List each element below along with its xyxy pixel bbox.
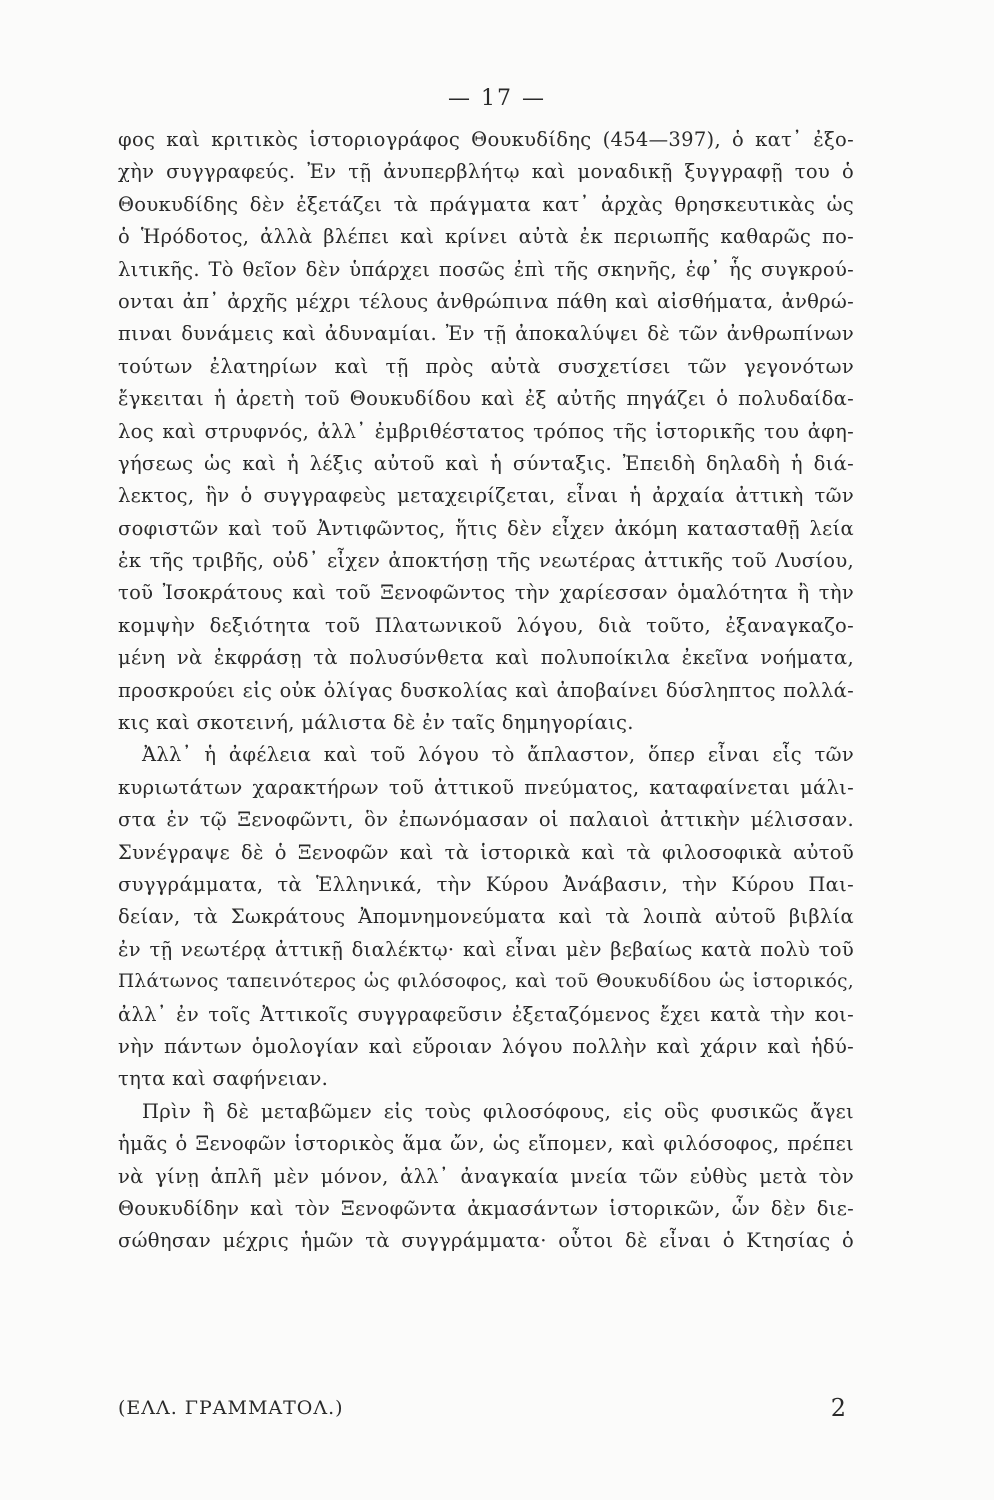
text-line: συγγράμματα, τὰ Ἑλληνικά, τὴν Κύρου Ἀνάβασιν, τὴν Κύρου Παι- bbox=[118, 872, 854, 896]
text-line: κυριωτάτων χαρακτήρων τοῦ ἀττικοῦ πνεύματος, καταφαίνεται μάλι- bbox=[118, 775, 854, 799]
text-line: Θουκυδίδης δὲν ἐξετάζει τὰ πράγματα κατ᾽ ἀρχὰς θρησκευτικὰς ὡς bbox=[118, 192, 854, 216]
text-line: χὴν συγγραφεύς. Ἐν τῇ ἀνυπερβλήτῳ καὶ μοναδικῇ ξυγγραφῇ του ὁ bbox=[118, 160, 854, 184]
text-line: δείαν, τὰ Σωκράτους Ἀπομνημονεύματα καὶ τὰ λοιπὰ αὐτοῦ βιβλία bbox=[118, 905, 854, 929]
text-line: λεκτος, ἣν ὁ συγγραφεὺς μεταχειρίζεται, εἶναι ἡ ἀρχαία ἀττικὴ τῶν bbox=[118, 484, 854, 508]
text-line: τοῦ Ἰσοκράτους καὶ τοῦ Ξενοφῶντος τὴν χαρίεσσαν ὁμαλότητα ἢ τὴν bbox=[118, 581, 854, 605]
signature-mark: (ΕΛΛ. ΓΡΑΜΜΑΤΟΛ.) bbox=[118, 1397, 344, 1419]
text-line: τητα καὶ σαφήνειαν. bbox=[118, 1067, 329, 1091]
text-line: τούτων ἐλατηρίων καὶ τῇ πρὸς αὐτὰ συσχετίσει τῶν γεγονότων bbox=[118, 354, 854, 378]
page-number: — 17 — bbox=[448, 86, 546, 111]
text-line: στα ἐν τῷ Ξενοφῶντι, ὃν ἐπωνόμασαν οἱ παλαιοὶ ἀττικὴν μέλισσαν. bbox=[118, 808, 854, 832]
text-line: φος καὶ κριτικὸς ἱστοριογράφος Θουκυδίδης (454—397), ὁ κατ᾽ ἐξο- bbox=[118, 128, 854, 151]
text-line: ἡμᾶς ὁ Ξενοφῶν ἱστορικὸς ἅμα ὤν, ὡς εἴπομεν, καὶ φιλόσοφος, πρέπει bbox=[118, 1132, 854, 1156]
text-line: ὁ Ἡρόδοτος, ἀλλὰ βλέπει καὶ κρίνει αὐτὰ ἐκ περιωπῆς καθαρῶς πο- bbox=[118, 225, 854, 249]
text-line: Πρὶν ἢ δὲ μεταβῶμεν εἰς τοὺς φιλοσόφους, εἰς οὓς φυσικῶς ἄγει bbox=[142, 1099, 854, 1123]
body-text bbox=[118, 124, 854, 1258]
text-line: μένη νὰ ἐκφράσῃ τὰ πολυσύνθετα καὶ πολυποίκιλα ἐκεῖνα νοήματα, bbox=[118, 646, 854, 670]
text-line: Πλάτωνος ταπεινότερος ὡς φιλόσοφος, καὶ τοῦ Θουκυδίδου ὡς ἱστορικός, bbox=[118, 971, 854, 993]
text-line: ἀλλ᾽ ἐν τοῖς Ἀττικοῖς συγγραφεῦσιν ἐξεταζόμενος ἔχει κατὰ τὴν κοι- bbox=[118, 1002, 854, 1026]
text-line: κομψὴν δεξιότητα τοῦ Πλατωνικοῦ λόγου, διὰ τοῦτο, ἐξαναγκαζο- bbox=[118, 613, 854, 637]
text-line: Ἀλλ᾽ ἡ ἀφέλεια καὶ τοῦ λόγου τὸ ἄπλαστον, ὅπερ εἶναι εἷς τῶν bbox=[142, 743, 854, 767]
text-line: σοφιστῶν καὶ τοῦ Ἀντιφῶντος, ἥτις δὲν εἶχεν ἀκόμη κατασταθῇ λεία bbox=[118, 516, 854, 540]
text-line: κις καὶ σκοτεινή, μάλιστα δὲ ἐν ταῖς δημηγορίαις. bbox=[118, 711, 634, 735]
text-line: Συνέγραψε δὲ ὁ Ξενοφῶν καὶ τὰ ἱστορικὰ καὶ τὰ φιλοσοφικὰ αὐτοῦ bbox=[118, 840, 854, 864]
text-line: Θουκυδίδην καὶ τὸν Ξενοφῶντα ἀκμασάντων ἱστορικῶν, ὧν δὲν διε- bbox=[118, 1196, 854, 1220]
text-line: ἔγκειται ἡ ἀρετὴ τοῦ Θουκυδίδου καὶ ἐξ αὐτῆς πηγάζει ὁ πολυδαίδα- bbox=[118, 387, 854, 411]
text-line: λος καὶ στρυφνός, ἀλλ᾽ ἐμβριθέστατος τρόπος τῆς ἱστορικῆς του ἀφη- bbox=[118, 419, 854, 443]
text-line: νὴν πάντων ὁμολογίαν καὶ εὔροιαν λόγου πολλὴν καὶ χάριν καὶ ἡδύ- bbox=[118, 1034, 854, 1058]
text-line: νὰ γίνῃ ἁπλῆ μὲν μόνον, ἀλλ᾽ ἀναγκαία μνεία τῶν εὐθὺς μετὰ τὸν bbox=[118, 1164, 854, 1188]
text-line: προσκρούει εἰς οὐκ ὀλίγας δυσκολίας καὶ ἀποβαίνει δύσληπτος πολλά- bbox=[118, 678, 854, 702]
text-line: ἐκ τῆς τριβῆς, οὐδ᾽ εἶχεν ἀποκτήσῃ τῆς νεωτέρας ἀττικῆς τοῦ Λυσίου, bbox=[118, 549, 854, 573]
text-line: λιτικῆς. Τὸ θεῖον δὲν ὑπάρχει ποσῶς ἐπὶ τῆς σκηνῆς, ἐφ᾽ ἧς συγκρού- bbox=[118, 257, 854, 281]
text-line: γήσεως ὡς καὶ ἡ λέξις αὐτοῦ καὶ ἡ σύνταξις. Ἐπειδὴ δηλαδὴ ἡ διά- bbox=[118, 451, 854, 475]
page-footer bbox=[118, 1392, 846, 1424]
text-line: ἐν τῇ νεωτέρᾳ ἀττικῇ διαλέκτῳ· καὶ εἶναι μὲν βεβαίως κατὰ πολὺ τοῦ bbox=[118, 937, 854, 961]
text-line: πιναι δυνάμεις καὶ ἀδυναμίαι. Ἐν τῇ ἀποκαλύψει δὲ τῶν ἀνθρωπίνων bbox=[118, 322, 854, 346]
text-line: σώθησαν μέχρις ἡμῶν τὰ συγγράμματα· οὗτοι δὲ εἶναι ὁ Κτησίας ὁ bbox=[118, 1229, 854, 1253]
signature-number: 2 bbox=[830, 1394, 846, 1422]
text-line: ονται ἀπ᾽ ἀρχῆς μέχρι τέλους ἀνθρώπινα πάθη καὶ αἰσθήματα, ἀνθρώ- bbox=[118, 289, 854, 313]
